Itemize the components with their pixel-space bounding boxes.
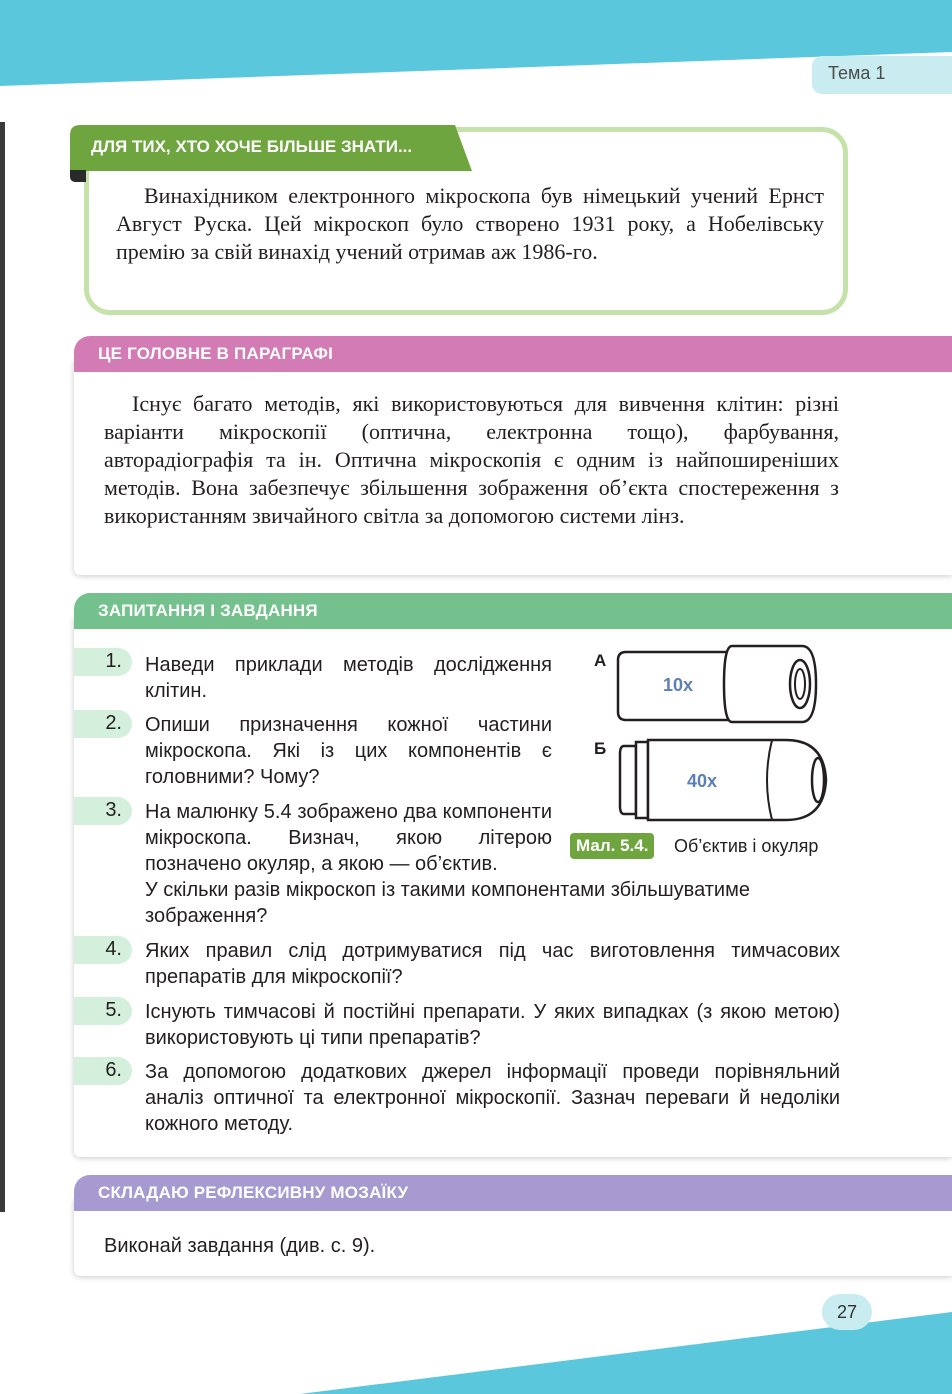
- left-margin-rule: [0, 122, 5, 1212]
- question-number-4: 4.: [74, 936, 132, 964]
- main-point-title: ЦЕ ГОЛОВНЕ В ПАРАГРАФІ: [98, 344, 334, 363]
- know-more-title-wrap: [70, 125, 472, 171]
- eyepiece-lens-inner: [795, 669, 805, 699]
- bottom-decor-band: [0, 1294, 952, 1394]
- question-text-2: Опиши призначення кожної частини мікроскопа. Які із цих компонентів є головними? Чому?: [145, 714, 552, 788]
- questions-title: ЗАПИТАННЯ І ЗАВДАННЯ: [98, 601, 318, 620]
- figure-label-a: А: [594, 651, 607, 670]
- topic-label: Тема 1: [828, 63, 886, 83]
- objective-lens: [812, 758, 824, 802]
- page-number-badge: [822, 1294, 872, 1330]
- mosaic-text: Виконай завдання (див. с. 9).: [104, 1235, 376, 1257]
- question-text-3a: На малюнку 5.4 зображено два компоненти мікроскопа. Визнач, якою літерою позначено окуляр, а якою — об’єктив.: [145, 801, 552, 875]
- know-more-tab-shadow: [70, 170, 86, 182]
- page-number: 27: [836, 1302, 858, 1322]
- top-decor-band: [0, 0, 952, 100]
- questions-header: [74, 593, 952, 629]
- question-number-1: 1.: [74, 648, 132, 676]
- know-more-text: Винахідником електронного мікроскопа був німецький учений Ернст Август Руска. Цей мікроскоп було створено 1931 року, а Нобелівську премію за свій винахід учений отримав аж 1986-го.: [116, 183, 824, 264]
- question-text-4: Яких правил слід дотримуватися під час виготовлення тимчасових препаратів для мікроскопії?: [145, 940, 840, 988]
- question-number-2: 2.: [74, 710, 132, 738]
- objective-thread-2: [636, 742, 648, 818]
- question-number-6: 6.: [74, 1057, 132, 1085]
- objective-thread-1: [620, 746, 636, 814]
- magnification-a: 10x: [662, 675, 694, 695]
- topic-tab: [812, 56, 952, 94]
- question-text-1: Наведи приклади методів дослідження клітин.: [145, 654, 552, 702]
- question-number-5: 5.: [74, 997, 132, 1025]
- main-point-text: Існує багато методів, які використовуються для вивчення клітин: різні варіанти мікроскопії (оптична, електронна тощо), фарбування, авторадіографія та ін. Оптична мікроскопія є одним із найпоширеніших методів. Вона забезпечує збільшення зображення об’єкта спостереження з використанням звичайного світла за допомогою системи лінз.: [104, 391, 839, 528]
- objective-body: [648, 740, 826, 820]
- figure-caption-text: Об’єктив і окуляр: [674, 836, 819, 856]
- question-text-3b: У скільки разів мікроскоп із такими компонентами збільшуватиме зображення?: [145, 879, 750, 927]
- main-point-header: [74, 336, 952, 372]
- question-text-5: Існують тимчасові й постійні препарати. У яких випадках (з якою метою) використовують ці типи препаратів?: [145, 1001, 840, 1049]
- microscope-parts-figure: [586, 636, 846, 826]
- mosaic-title: СКЛАДАЮ РЕФЛЕКСИВНУ МОЗАЇКУ: [98, 1183, 409, 1202]
- figure-caption-label: Мал. 5.4.: [570, 833, 654, 859]
- question-number-3: 3.: [74, 797, 132, 825]
- figure-label-b: Б: [594, 739, 607, 758]
- magnification-b: 40x: [686, 771, 718, 791]
- know-more-title: ДЛЯ ТИХ, ХТО ХОЧЕ БІЛЬШЕ ЗНАТИ...: [91, 137, 413, 156]
- mosaic-header: [74, 1175, 952, 1211]
- question-text-6: За допомогою додаткових джерел інформації проведи порівняльний аналіз оптичної та електронної мікроскопії. Зазнач переваги й недоліки кожного методу.: [145, 1061, 840, 1135]
